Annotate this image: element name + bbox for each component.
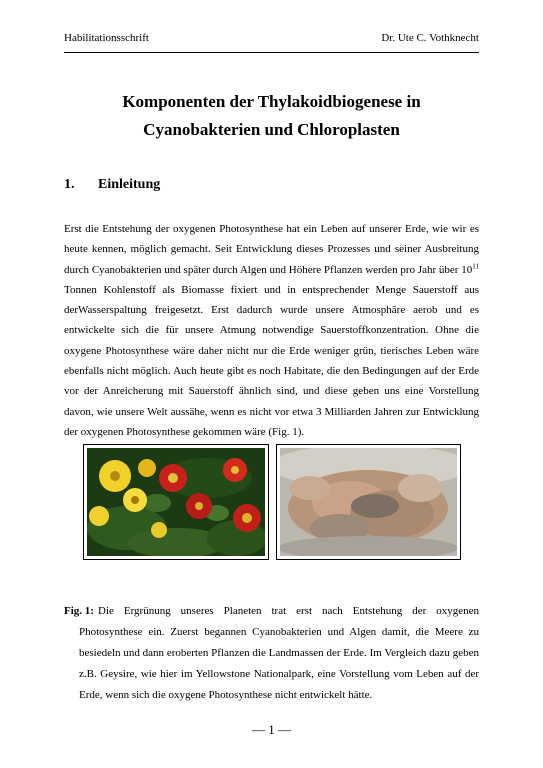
figure-image-flowers (83, 444, 269, 560)
geyser-photo (280, 448, 457, 556)
section-number: 1. (64, 177, 75, 192)
section-title: Einleitung (98, 177, 161, 192)
figure-label: Fig. 1: (64, 605, 94, 617)
flowers-photo (87, 448, 265, 556)
title-line-2: Cyanobakterien und Chloroplasten (143, 120, 400, 139)
figure-image-geyser (276, 444, 461, 560)
header-left-text: Habilitationsschrift (64, 32, 149, 44)
page-header (64, 30, 479, 53)
title-line-1: Komponenten der Thylakoidbiogenese in (122, 92, 421, 111)
caption-text (64, 601, 479, 706)
paragraph-text-part-2: Tonnen Kohlenstoff als Biomasse fixiert und in entsprechender Menge Sauerstoff aus derWasserspaltung freigesetzt. Erst dadurch wurde unsere Atmosphäre aerob und es entwickelte sich die für unsere Atmung notwendige Sauerstoffkonzentration. Ohne die oxygene Photosynthese wäre daher nicht nur die Erde weniger grün, tierisches Leben wäre ebenfalls nicht möglich. Auch heute gibt es noch Habitate, die den Bedingungen auf der Erde vor der Anreicherung mit Sauerstoff ähnlich sind, und diese geben uns eine Vorstellung davon, wie unsere Welt aussähe, wenn es nicht vor etwa 3 Milliarden Jahren zur Entwicklung der oxygenen Photosynthese gekommen wäre (Fig. 1). (64, 283, 479, 438)
document-title (64, 88, 479, 144)
paragraph-text (64, 219, 479, 442)
section-heading (64, 177, 160, 193)
figure-caption (64, 601, 479, 706)
paragraph-text-part-1: Erst die Entstehung der oxygenen Photosynthese hat ein Leben auf unserer Erde, wie wir es heute kennen, möglich gemacht. Seit Entwicklung dieses Prozesses und seiner Ausbreitung durch Cyanobakterien und später durch Algen und Höhere Pflanzen werden pro Jahr über 10 (64, 223, 479, 276)
body-paragraph (64, 219, 479, 442)
page-number: — 1 — (252, 722, 291, 737)
exponent: 11 (472, 261, 479, 270)
header-right-author: Dr. Ute C. Vothknecht (381, 32, 479, 44)
caption-body: Die Ergrünung unseres Planeten trat erst nach Entstehung der oxygenen Photosynthese ein. Zuerst begannen Cyanobakterien und Algen damit, die Meere zu besiedeln und dann eroberten Pflanzen die Landmassen der Erde. Im Vergleich dazu geben z.B. Geysire, wie hier im Yellowstone Nationalpark, eine Vorstellung vom Leben auf der Erde, wenn sich die oxygene Photosynthese nicht entwickelt hätte. (79, 605, 479, 701)
